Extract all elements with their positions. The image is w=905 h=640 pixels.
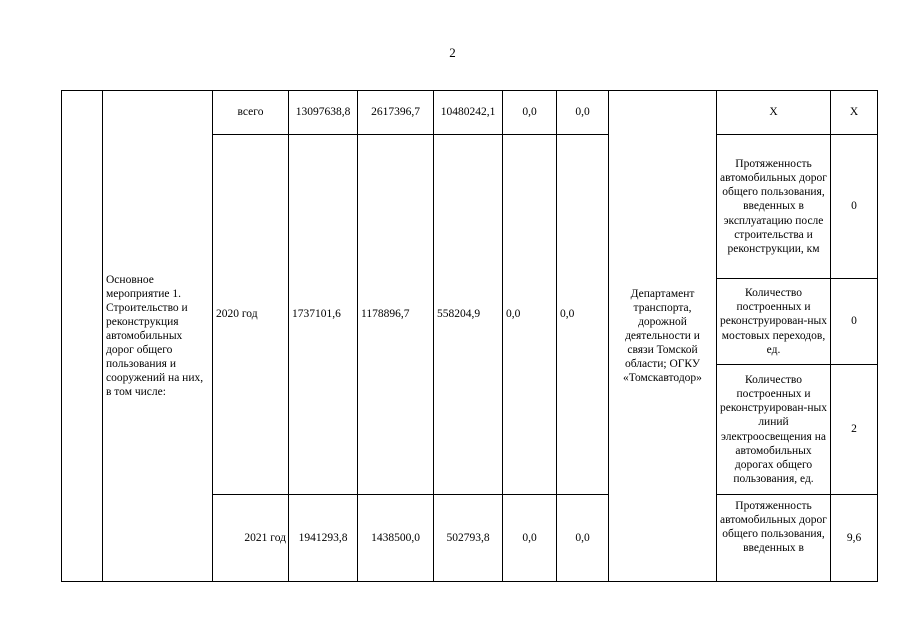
federal-cell: 1178896,7 — [358, 135, 434, 495]
period-cell: 2021 год — [213, 495, 289, 582]
executor-cell: Департамент транспорта, дорожной деятельности и связи Томской области; ОГКУ «Томскавтодор» — [609, 91, 717, 582]
event-title-cell: Основное мероприятие 1. Строительство и реконструкция автомобильных дорог общего пользования и сооружений на них, в том числе: — [103, 91, 213, 582]
indicator-name-cell: Протяженность автомобильных дорог общего пользования, введенных в — [717, 495, 831, 582]
regional-cell: 502793,8 — [434, 495, 503, 582]
other-cell: 0,0 — [557, 91, 609, 135]
period-cell: 2020 год — [213, 135, 289, 495]
table-row — [62, 91, 878, 135]
row-number-cell — [62, 91, 103, 582]
total-cell: 1941293,8 — [289, 495, 358, 582]
indicator-value-cell: 2 — [831, 365, 878, 495]
indicator-value-cell: 9,6 — [831, 495, 878, 582]
local-cell: 0,0 — [503, 135, 557, 495]
indicator-name-cell: Количество построенных и реконструирован-ных линий электроосвещения на автомобильных дорогах общего пользования, ед. — [717, 365, 831, 495]
total-cell: 13097638,8 — [289, 91, 358, 135]
federal-cell: 1438500,0 — [358, 495, 434, 582]
federal-cell: 2617396,7 — [358, 91, 434, 135]
indicator-name-cell: Количество построенных и реконструирован-ных мостовых переходов, ед. — [717, 279, 831, 365]
total-cell: 1737101,6 — [289, 135, 358, 495]
indicator-name-cell: Х — [717, 91, 831, 135]
program-table — [61, 90, 878, 582]
other-cell: 0,0 — [557, 135, 609, 495]
regional-cell: 10480242,1 — [434, 91, 503, 135]
other-cell: 0,0 — [557, 495, 609, 582]
local-cell: 0,0 — [503, 91, 557, 135]
period-cell: всего — [213, 91, 289, 135]
indicator-value-cell: Х — [831, 91, 878, 135]
indicator-value-cell: 0 — [831, 135, 878, 279]
indicator-name-cell: Протяженность автомобильных дорог общего пользования, введенных в эксплуатацию после строительства и реконструкции, км — [717, 135, 831, 279]
page-number: 2 — [449, 45, 456, 60]
local-cell: 0,0 — [503, 495, 557, 582]
indicator-value-cell: 0 — [831, 279, 878, 365]
regional-cell: 558204,9 — [434, 135, 503, 495]
